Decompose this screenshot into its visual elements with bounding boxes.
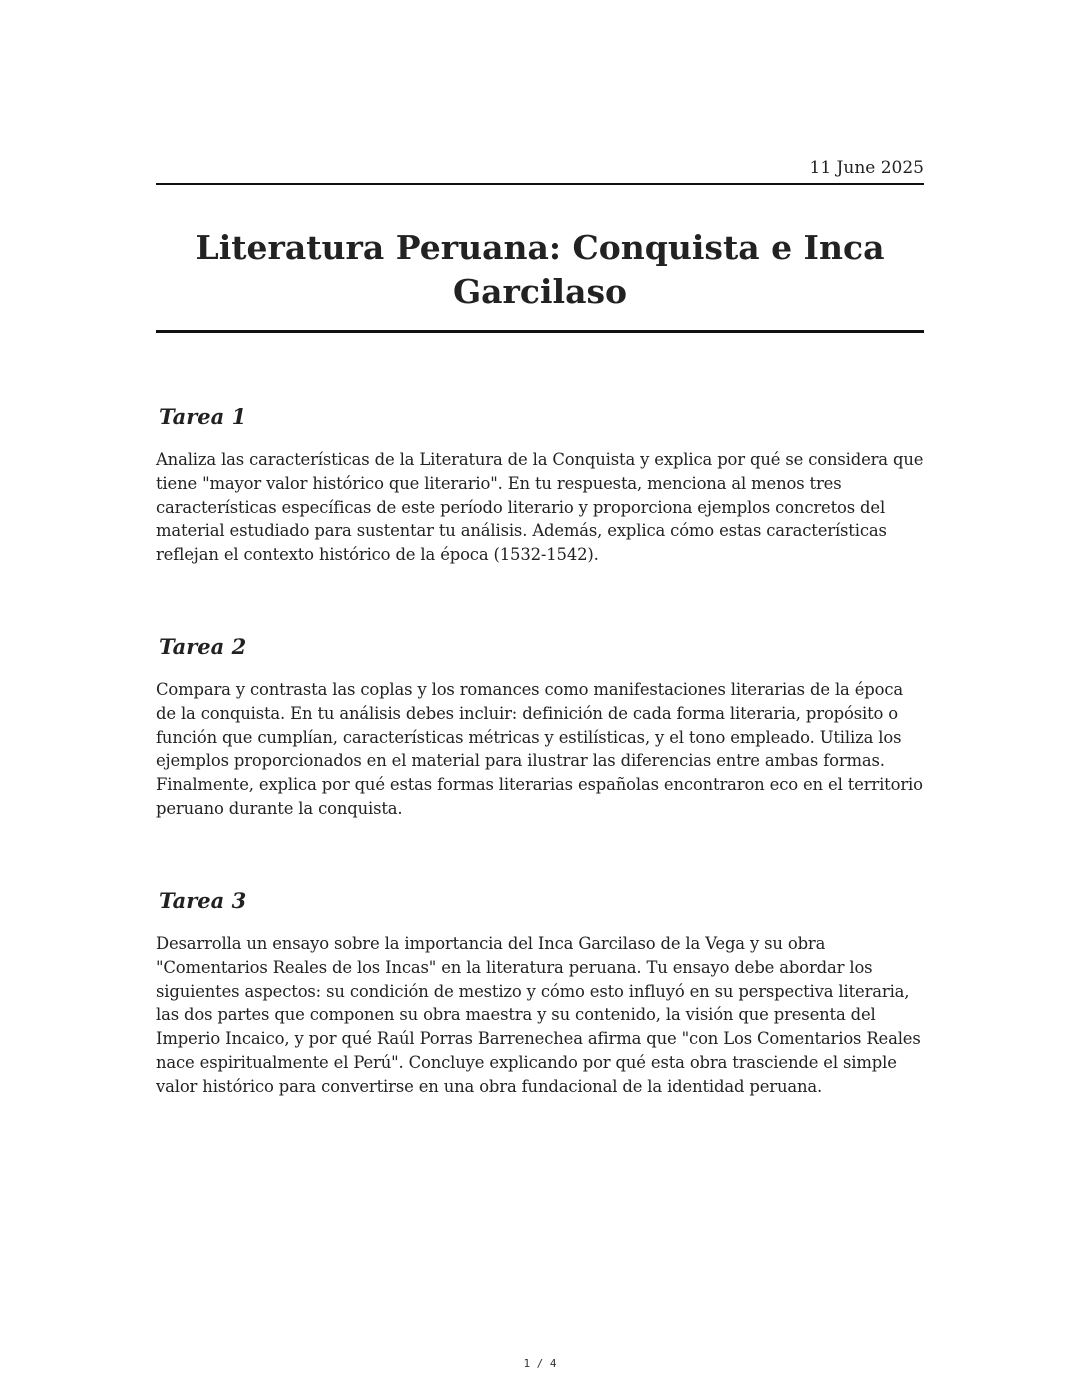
task-body: Desarrolla un ensayo sobre la importancia del Inca Garcilaso de la Vega y su obra "Comentarios Reales de los Incas" en la literatura peruana. Tu ensayo debe abordar los siguientes aspectos: su condición de mestizo y cómo esto influyó en su perspectiva literaria, las dos partes que componen su obra maestra y su contenido, la visión que presenta del Imperio Incaico, y por qué Raúl Porras Barrenechea afirma que "con Los Comentarios Reales nace espiritualmente el Perú". Concluye explicando por qué esta obra trasciende el simple valor histórico para convertirse en una obra fundacional de la identidad peruana.: [156, 934, 921, 1096]
document-page: [156, 0, 924, 1397]
task-body: Compara y contrasta las coplas y los romances como manifestaciones literarias de la época de la conquista. En tu análisis debes incluir: definición de cada forma literaria, propósito o función que cumplían, características métricas y estilísticas, y el tono empleado. Utiliza los ejemplos proporcionados en el material para ilustrar las diferencias entre ambas formas. Finalmente, explica por qué estas formas literarias españolas encontraron eco en el territorio peruano durante la conquista.: [156, 680, 923, 818]
title-divider: [156, 330, 924, 333]
page-number: 1 / 4: [523, 1357, 557, 1370]
task-body: Analiza las características de la Literatura de la Conquista y explica por qué se considera que tiene "mayor valor histórico que literario". En tu respuesta, menciona al menos tres características específicas de este período literario y proporciona ejemplos concretos del material estudiado para sustentar tu análisis. Además, explica cómo estas características reflejan el contexto histórico de la época (1532-1542).: [156, 450, 924, 565]
header-date: 11 June 2025: [809, 158, 924, 178]
header-divider: [156, 183, 924, 185]
task-heading: Tarea 2: [159, 634, 247, 659]
document-title: Literatura Peruana: Conquista e Inca Garcilaso: [195, 228, 885, 311]
task-section-3: [156, 887, 924, 1099]
task-heading: Tarea 3: [159, 888, 247, 913]
task-section-1: [156, 403, 924, 567]
task-section-2: [156, 633, 924, 821]
task-heading: Tarea 1: [159, 404, 247, 429]
